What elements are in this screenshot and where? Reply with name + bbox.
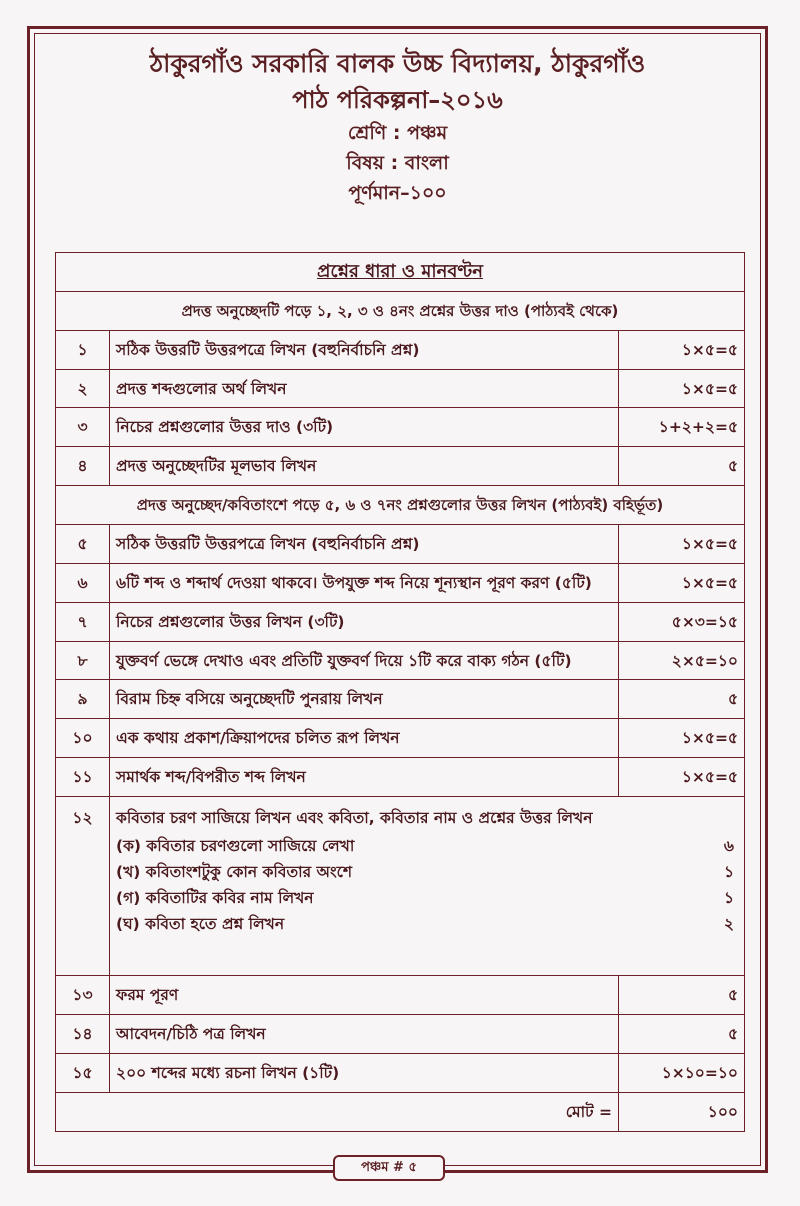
question-number: ৫ [56, 525, 110, 564]
question-text: সঠিক উত্তরটি উত্তরপত্রে লিখন (বহুনির্বাচনি প্রশ্ন) [110, 525, 619, 564]
question-number: ১১ [56, 758, 110, 797]
plan-title: পাঠ পরিকল্পনা–২০১৬ [292, 86, 503, 114]
table-row [56, 641, 745, 680]
sub-question-marks: ৬ [723, 837, 734, 856]
school-name: ঠাকুরগাঁও সরকারি বালক উচ্চ বিদ্যালয়, ঠাকুরগাঁও [149, 49, 646, 78]
question-number: ১৫ [56, 1054, 110, 1093]
question-number: ৬ [56, 563, 110, 602]
question-number: ১৪ [56, 1015, 110, 1054]
question-marks: ৫ [618, 1015, 744, 1054]
sub-question [116, 885, 734, 911]
sub-question-marks: ১ [723, 863, 734, 882]
question-marks: ২×৫=১০ [618, 641, 744, 680]
marks-distribution-table [55, 252, 745, 1132]
table-row [56, 369, 745, 408]
full-marks-label: পূর্ণমান–১০০ [348, 182, 447, 204]
table-row [56, 525, 745, 564]
class-label: শ্রেণি : পঞ্চম [347, 122, 448, 144]
table-row [56, 330, 745, 369]
section-header-row [56, 291, 745, 330]
question-text: আবেদন/চিঠি পত্র লিখন [110, 1015, 619, 1054]
question-marks: ১×৫=৫ [618, 330, 744, 369]
sub-question [116, 911, 734, 937]
question-text: প্রদত্ত শব্দগুলোর অর্থ লিখন [110, 369, 619, 408]
total-label: মোট = [56, 1092, 619, 1131]
total-row [56, 1092, 745, 1131]
page-number-badge: পঞ্চম # ৫ [333, 1155, 445, 1181]
question-marks: ১×৫=৫ [618, 563, 744, 602]
table-row [56, 797, 745, 976]
table-row [56, 602, 745, 641]
question-text: সঠিক উত্তরটি উত্তরপত্রে লিখন (বহুনির্বাচনি প্রশ্ন) [110, 330, 619, 369]
question-text: ফরম পূরণ [110, 976, 619, 1015]
table-row [56, 447, 745, 486]
table-title: প্রশ্নের ধারা ও মানবণ্টন [56, 253, 745, 292]
question-text: নিচের প্রশ্নগুলোর উত্তর দাও (৩টি) [110, 408, 619, 447]
question-marks: ১×৫=৫ [618, 369, 744, 408]
question-number: ৩ [56, 408, 110, 447]
sub-question-text: (ক) কবিতার চরণগুলো সাজিয়ে লেখা [116, 837, 355, 856]
question-number: ৪ [56, 447, 110, 486]
sub-question [116, 833, 734, 859]
question-marks: ৫ [618, 976, 744, 1015]
question-marks: ১×৫=৫ [618, 525, 744, 564]
table-row [56, 680, 745, 719]
question-number: ৯ [56, 680, 110, 719]
sub-question [116, 859, 734, 885]
question-number: ১২ [56, 797, 110, 976]
sub-question-text: (গ) কবিতাটির কবির নাম লিখন [116, 889, 314, 908]
question-12-cell [110, 797, 745, 976]
sub-question-marks: ১ [723, 889, 734, 908]
question-marks: ১×১০=১০ [618, 1054, 744, 1093]
question-marks: ৫ [618, 447, 744, 486]
question-marks: ১+২+২=৫ [618, 408, 744, 447]
question-marks: ১×৫=৫ [618, 719, 744, 758]
question-marks: ৫ [618, 680, 744, 719]
question-number: ২ [56, 369, 110, 408]
question-text: ২০০ শব্দের মধ্যে রচনা লিখন (১টি) [110, 1054, 619, 1093]
section-2-header: প্রদত্ত অনুচ্ছেদ/কবিতাংশে পড়ে ৫, ৬ ও ৭নং প্রশ্নগুলোর উত্তর লিখন (পাঠ্যবই) বহির্ভূত) [56, 486, 745, 525]
question-text: যুক্তবর্ণ ভেঙ্গে দেখাও এবং প্রতিটি যুক্তবর্ণ দিয়ে ১টি করে বাক্য গঠন (৫টি) [110, 641, 619, 680]
sub-question-text: (ঘ) কবিতা হতে প্রশ্ন লিখন [116, 915, 285, 934]
question-number: ১ [56, 330, 110, 369]
total-value: ১০০ [618, 1092, 744, 1131]
table-row [56, 758, 745, 797]
question-text: প্রদত্ত অনুচ্ছেদটির মূলভাব লিখন [110, 447, 619, 486]
table-row [56, 563, 745, 602]
table-row [56, 1015, 745, 1054]
question-text: বিরাম চিহ্ন বসিয়ে অনুচ্ছেদটি পুনরায় লিখন [110, 680, 619, 719]
table-row [56, 976, 745, 1015]
question-number: ৭ [56, 602, 110, 641]
section-header-row [56, 486, 745, 525]
sub-question-marks: ২ [723, 915, 734, 934]
question-marks: ১×৫=৫ [618, 758, 744, 797]
question-text: সমার্থক শব্দ/বিপরীত শব্দ লিখন [110, 758, 619, 797]
sub-question-text: (খ) কবিতাংশটুকু কোন কবিতার অংশে [116, 863, 353, 882]
section-1-header: প্রদত্ত অনুচ্ছেদটি পড়ে ১, ২, ৩ ও ৪নং প্রশ্নের উত্তর দাও (পাঠ্যবই থেকে) [56, 291, 745, 330]
table-row [56, 719, 745, 758]
question-text: কবিতার চরণ সাজিয়ে লিখন এবং কবিতা, কবিতার নাম ও প্রশ্নের উত্তর লিখন [116, 809, 593, 828]
table-row [56, 408, 745, 447]
question-number: ৮ [56, 641, 110, 680]
question-text: নিচের প্রশ্নগুলোর উত্তর লিখন (৩টি) [110, 602, 619, 641]
table-row [56, 1054, 745, 1093]
document-header [34, 40, 761, 208]
question-text: এক কথায় প্রকাশ/ক্রিয়াপদের চলিত রূপ লিখন [110, 719, 619, 758]
question-number: ১৩ [56, 976, 110, 1015]
subject-label: বিষয় : বাংলা [346, 152, 449, 174]
question-text: ৬টি শব্দ ও শব্দার্থ দেওয়া থাকবে। উপযুক্ত শব্দ নিয়ে শূন্যস্থান পূরণ করণ (৫টি) [110, 563, 619, 602]
question-marks: ৫×৩=১৫ [618, 602, 744, 641]
table-title-row [56, 253, 745, 292]
question-number: ১০ [56, 719, 110, 758]
